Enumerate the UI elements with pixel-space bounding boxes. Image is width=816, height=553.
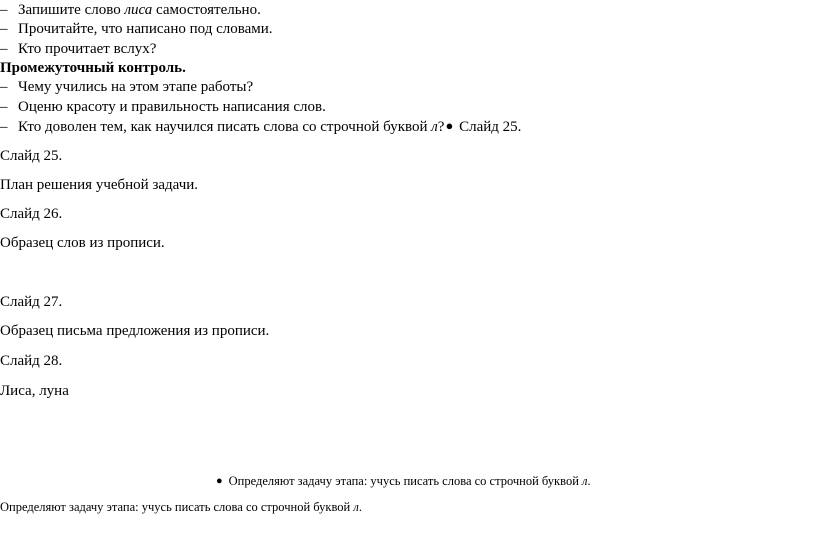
paragraph-word-sample: Образец слов из прописи.	[0, 235, 165, 251]
paragraph-slide-27: Слайд 27.	[0, 294, 63, 310]
list-item-read-caption	[0, 20, 273, 38]
list-item-write-word	[0, 1, 261, 19]
list-text: Оценю красоту и правильность написания слов.	[18, 99, 326, 115]
list-text: Чему учились на этом этапе работы?	[18, 79, 254, 95]
list-item-self-assess	[0, 98, 326, 116]
dash-marker: –	[0, 79, 8, 95]
italic-letter: л	[582, 474, 588, 488]
paragraph-slide-28: Слайд 28.	[0, 353, 63, 369]
list-item-satisfied	[0, 117, 521, 136]
italic-word: лиса	[124, 2, 153, 18]
paragraph-plan: План решения учебной задачи.	[0, 177, 199, 193]
list-text: Кто прочитает вслух?	[18, 41, 157, 57]
list-text: Прочитайте, что написано под словами.	[18, 21, 273, 37]
footer-text: Определяют задачу этапа: учусь писать слова со строчной буквой	[228, 474, 583, 488]
footer-end: .	[587, 474, 591, 488]
dash-marker: –	[0, 2, 8, 18]
footer-end: .	[358, 500, 362, 514]
dash-marker: –	[0, 119, 8, 135]
list-item-read-aloud	[0, 40, 156, 58]
list-text: ?	[437, 119, 445, 135]
paragraph-slide-26: Слайд 26.	[0, 206, 63, 222]
list-text: самостоятельно.	[152, 2, 261, 18]
paragraph-sentence-sample: Образец письма предложения из прописи.	[0, 323, 270, 339]
dash-marker: –	[0, 99, 8, 115]
list-text: Запишите слово	[18, 2, 125, 18]
italic-letter: л	[431, 119, 438, 135]
dash-marker: –	[0, 41, 8, 57]
section-heading: Промежуточный контроль.	[0, 60, 186, 76]
paragraph-words: Лиса, луна	[0, 383, 69, 399]
dash-marker: –	[0, 21, 8, 37]
italic-letter: л	[353, 500, 359, 514]
bullet-icon: ●	[216, 475, 223, 487]
list-text: Кто доволен тем, как научился писать слова со строчной буквой	[18, 119, 432, 135]
footer-text: Определяют задачу этапа: учусь писать слова со строчной буквой	[0, 500, 354, 514]
footer-bullet-line	[216, 473, 591, 489]
footer-plain-line	[0, 499, 362, 515]
list-item-what-learned	[0, 78, 253, 96]
paragraph-slide-25: Слайд 25.	[0, 148, 63, 164]
bullet-icon: ●	[445, 118, 454, 133]
list-text: Слайд 25.	[455, 119, 522, 135]
